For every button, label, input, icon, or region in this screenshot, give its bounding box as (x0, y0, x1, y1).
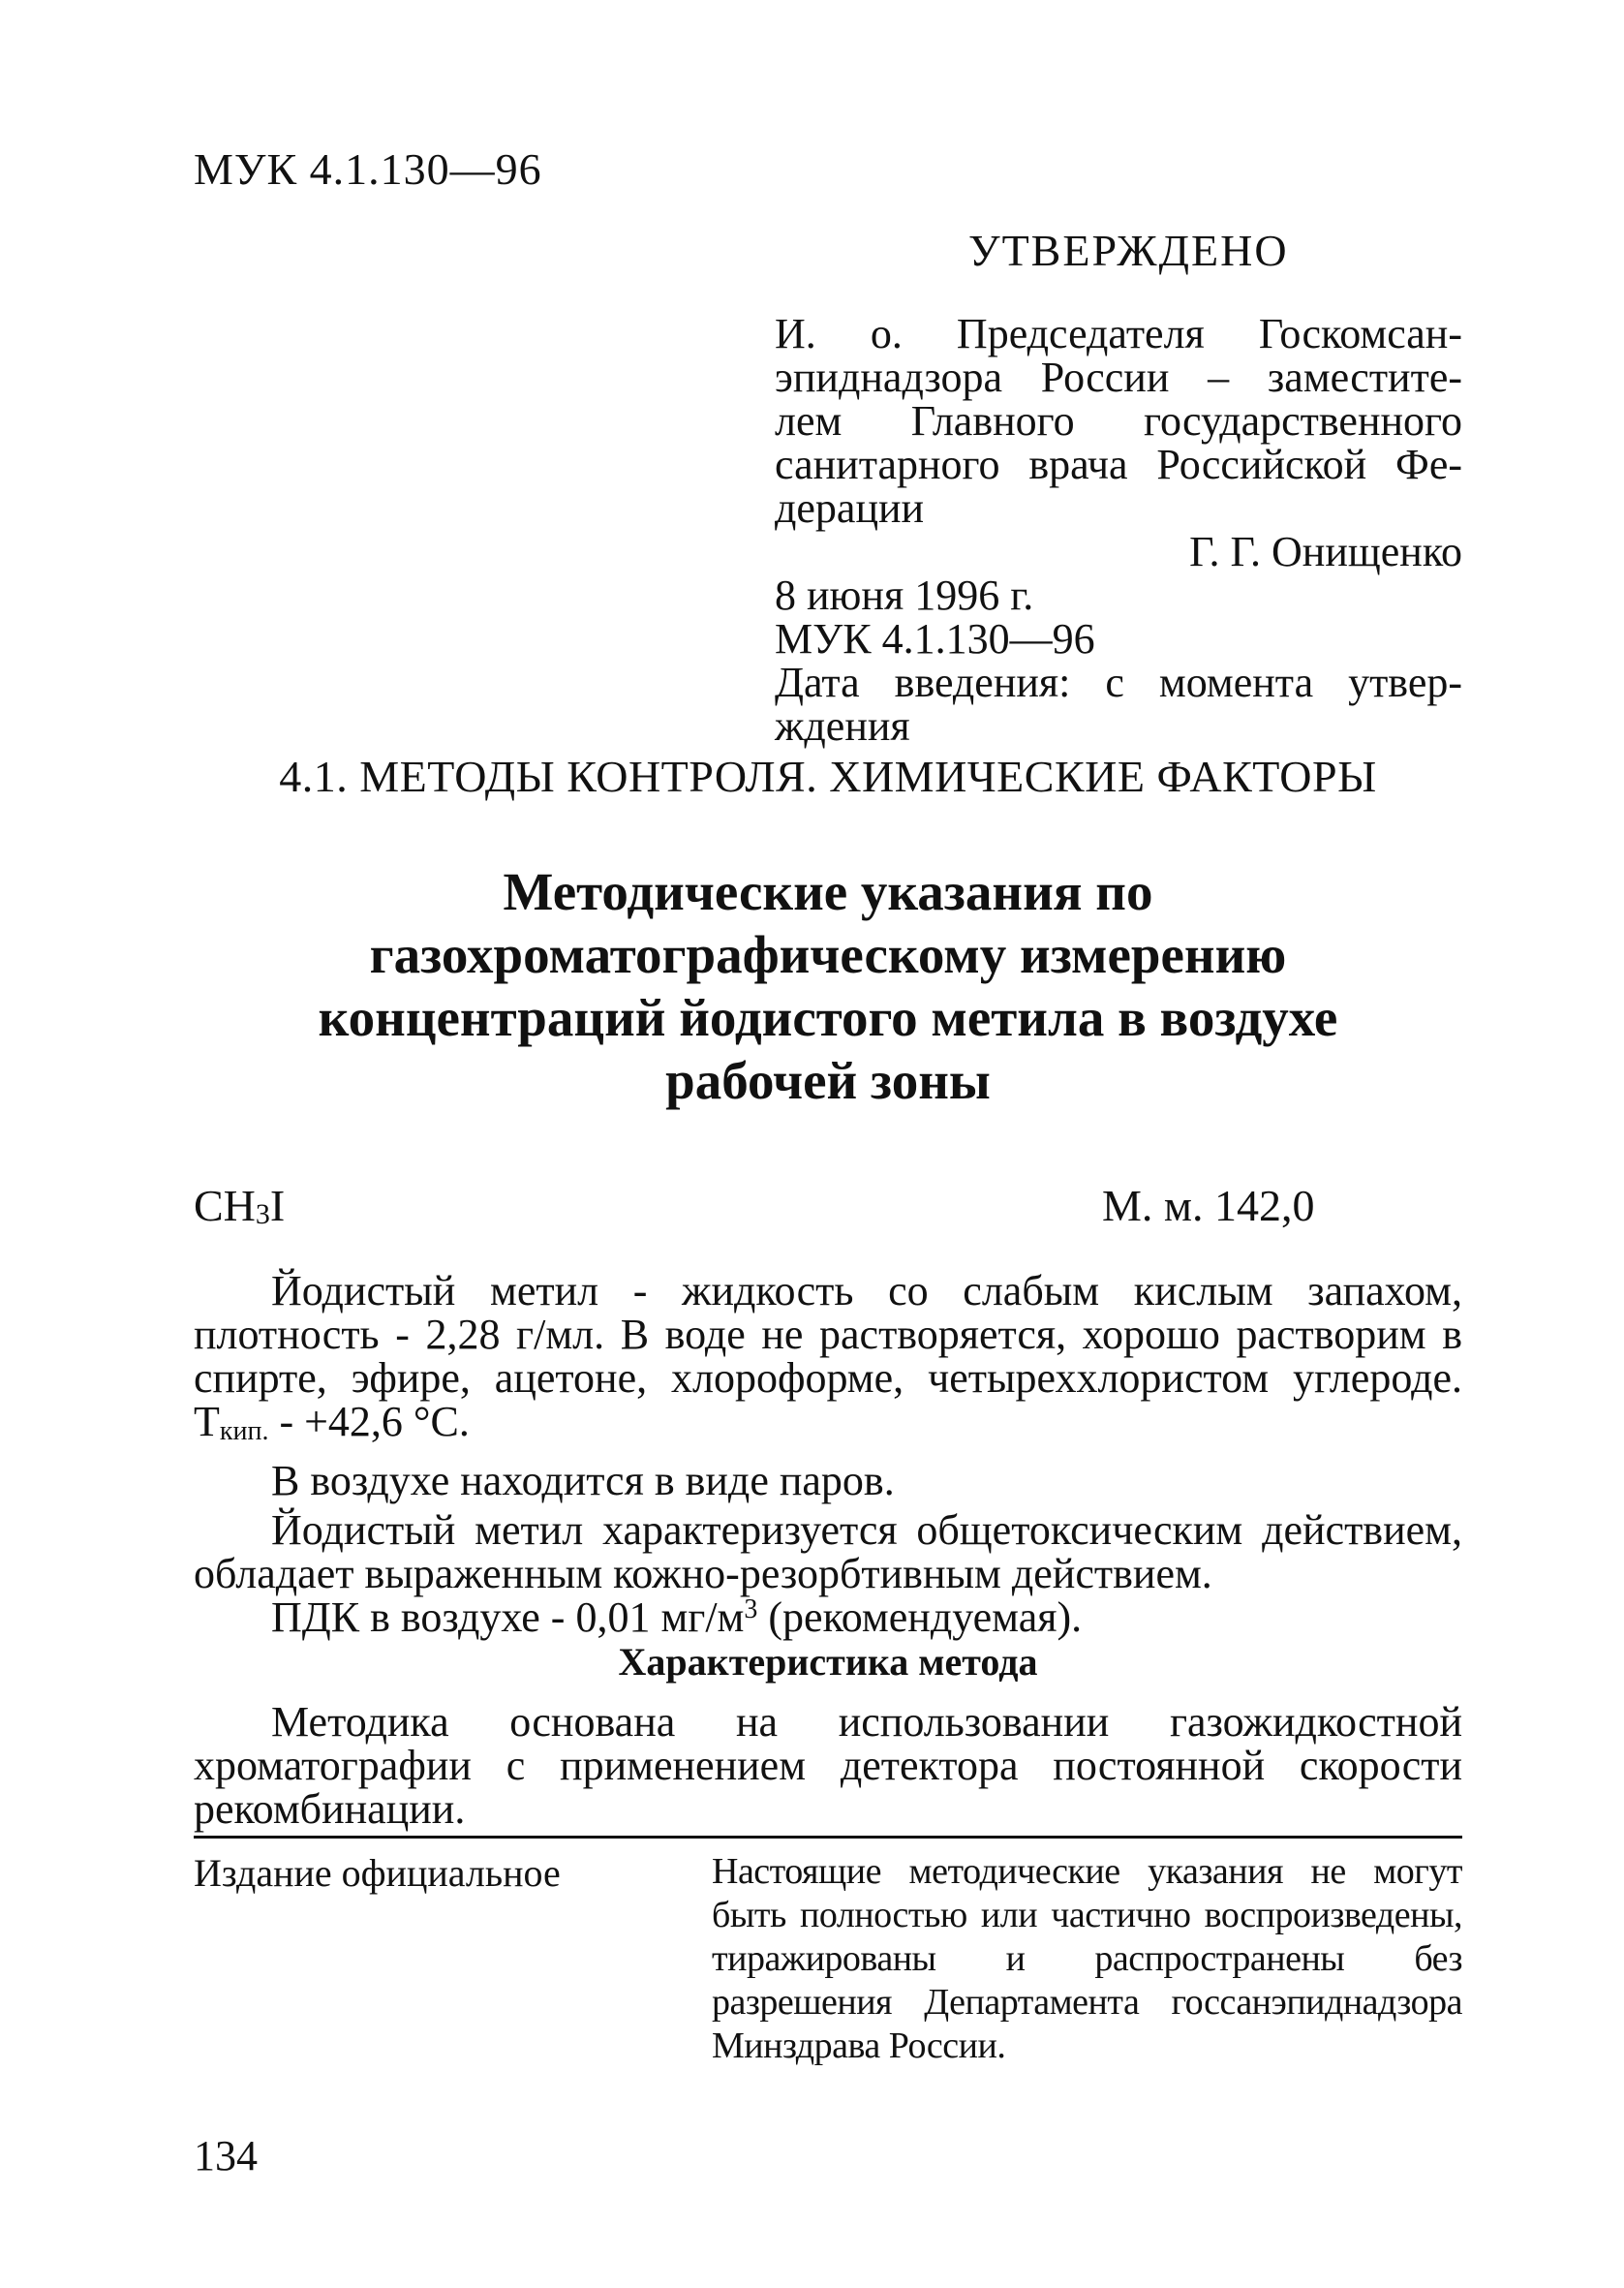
paragraph-text: (рекомендуемая). (757, 1593, 1083, 1641)
paragraph-text: ПДК в воздухе - 0,01 мг/м (271, 1593, 745, 1641)
formula-prefix: CH (194, 1181, 256, 1230)
section-heading: 4.1. МЕТОДЫ КОНТРОЛЯ. ХИМИЧЕСКИЕ ФАКТОРЫ (279, 752, 1377, 801)
approval-document-code: МУК 4.1.130—96 (775, 615, 1095, 663)
title-line: рабочей зоны (665, 1051, 991, 1110)
approval-date: 8 июня 1996 г. (775, 572, 1034, 619)
document-code-header: МУК 4.1.130—96 (194, 144, 542, 194)
paragraph-text: Йодистый метил - жидкость со слабым кислым запахом, плотность - 2,28 г/мл. В воде не растворяется, хорошо растворим в спирте, эфире, ацетоне, хлороформе, четыреххлористом углероде. Т (194, 1267, 1462, 1445)
introduction-date-line: ждения (775, 702, 910, 750)
title-line: концентраций йодистого метила в воздухе (318, 988, 1338, 1047)
footer-divider (194, 1836, 1462, 1839)
document-title (194, 860, 1462, 1112)
formula-suffix: I (269, 1181, 286, 1230)
molecular-mass: М. м. 142,0 (1102, 1181, 1315, 1230)
paragraph-text: - +42,6 °С. (268, 1398, 470, 1445)
introduction-date-line: Дата введения: с момента утвер- (775, 659, 1462, 706)
approval-line: лем Главного государственного (775, 397, 1462, 445)
edition-label: Издание официальное (194, 1851, 561, 1895)
approval-line: И. о. Председателя Госкомсан- (775, 310, 1462, 357)
approval-block (775, 312, 1462, 748)
paragraph (194, 1595, 1462, 1639)
title-line: газохроматографическому измерению (369, 925, 1287, 984)
approved-label: УТВЕРЖДЕНО (968, 226, 1289, 275)
paragraph (194, 1269, 1462, 1453)
copyright-notice: Настоящие методические указания не могут быть полностью или частично воспроизведены, тиражированы и распространены без разрешения Департамента госсанэпиднадзора Минздрава России. (712, 1851, 1462, 2066)
boiling-point-subscript: кип. (219, 1416, 269, 1446)
paragraph: Йодистый метил характеризуется общетоксическим действием, обладает выраженным кожно-резорбтивным действием. (194, 1506, 1462, 1597)
approval-line: эпиднадзора России – заместите- (775, 354, 1462, 401)
paragraph: Методика основана на использовании газожидкостной хроматографии с применением детектора постоянной скорости рекомбинации. (194, 1698, 1462, 1833)
method-heading: Характеристика метода (618, 1640, 1038, 1684)
formula-subscript: 3 (255, 1198, 270, 1230)
approval-line: санитарного врача Российской Фе- (775, 441, 1462, 488)
unit-superscript: 3 (744, 1594, 758, 1624)
chemical-formula (194, 1180, 285, 1231)
signatory-name: Г. Г. Онищенко (1189, 528, 1462, 575)
approval-line: дерации (775, 484, 925, 532)
substance-description (194, 1269, 1462, 1639)
method-description (194, 1700, 1462, 1831)
page-number: 134 (194, 2132, 258, 2180)
paragraph: В воздухе находится в виде паров. (271, 1457, 895, 1504)
title-line: Методические указания по (503, 862, 1153, 921)
